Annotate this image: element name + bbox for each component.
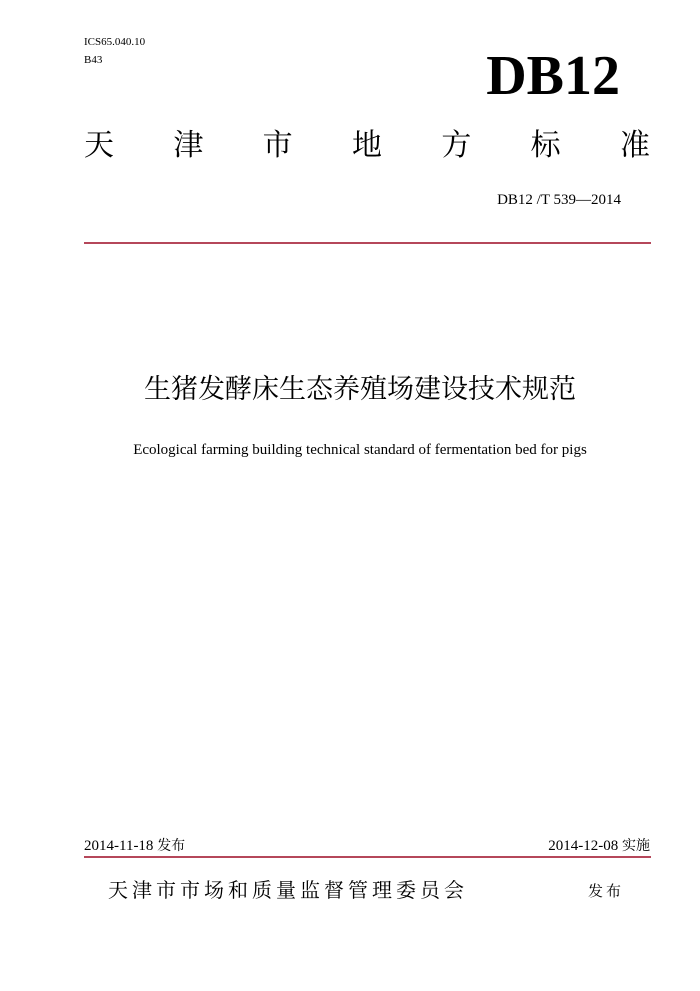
standard-title-char: 准 [619,128,650,163]
standard-title-char: 津 [173,128,204,163]
standard-title-char: 市 [262,128,293,163]
standard-title-char: 标 [530,128,561,163]
standard-number: DB12 /T 539—2014 [497,192,621,208]
standard-title-char: 地 [351,128,382,163]
publisher-suffix: 发布 [588,882,625,900]
ics-code: ICS65.040.10 [84,36,146,48]
standard-title-char: 天 [84,128,114,163]
standard-type-title [84,126,650,166]
document-subtitle: Ecological farming building technical standard of fermentation bed for pigs [133,442,587,458]
top-divider [84,242,651,244]
bottom-divider [84,856,651,858]
implementation-date-value: 2014-12-08 [548,838,619,854]
issue-date-value: 2014-11-18 [84,838,154,854]
issue-date-label: 发布 [157,838,186,854]
standard-title-char: 方 [441,128,472,163]
implementation-date-label: 实施 [622,838,650,854]
ccs-code: B43 [84,54,103,66]
standard-prefix: DB12 [486,45,620,107]
publisher-name: 天津市市场和质量监督管理委员会 [108,878,468,902]
issue-date [84,836,185,856]
document-title: 生猪发酵床生态养殖场建设技术规范 [144,374,576,405]
implementation-date [400,836,650,856]
